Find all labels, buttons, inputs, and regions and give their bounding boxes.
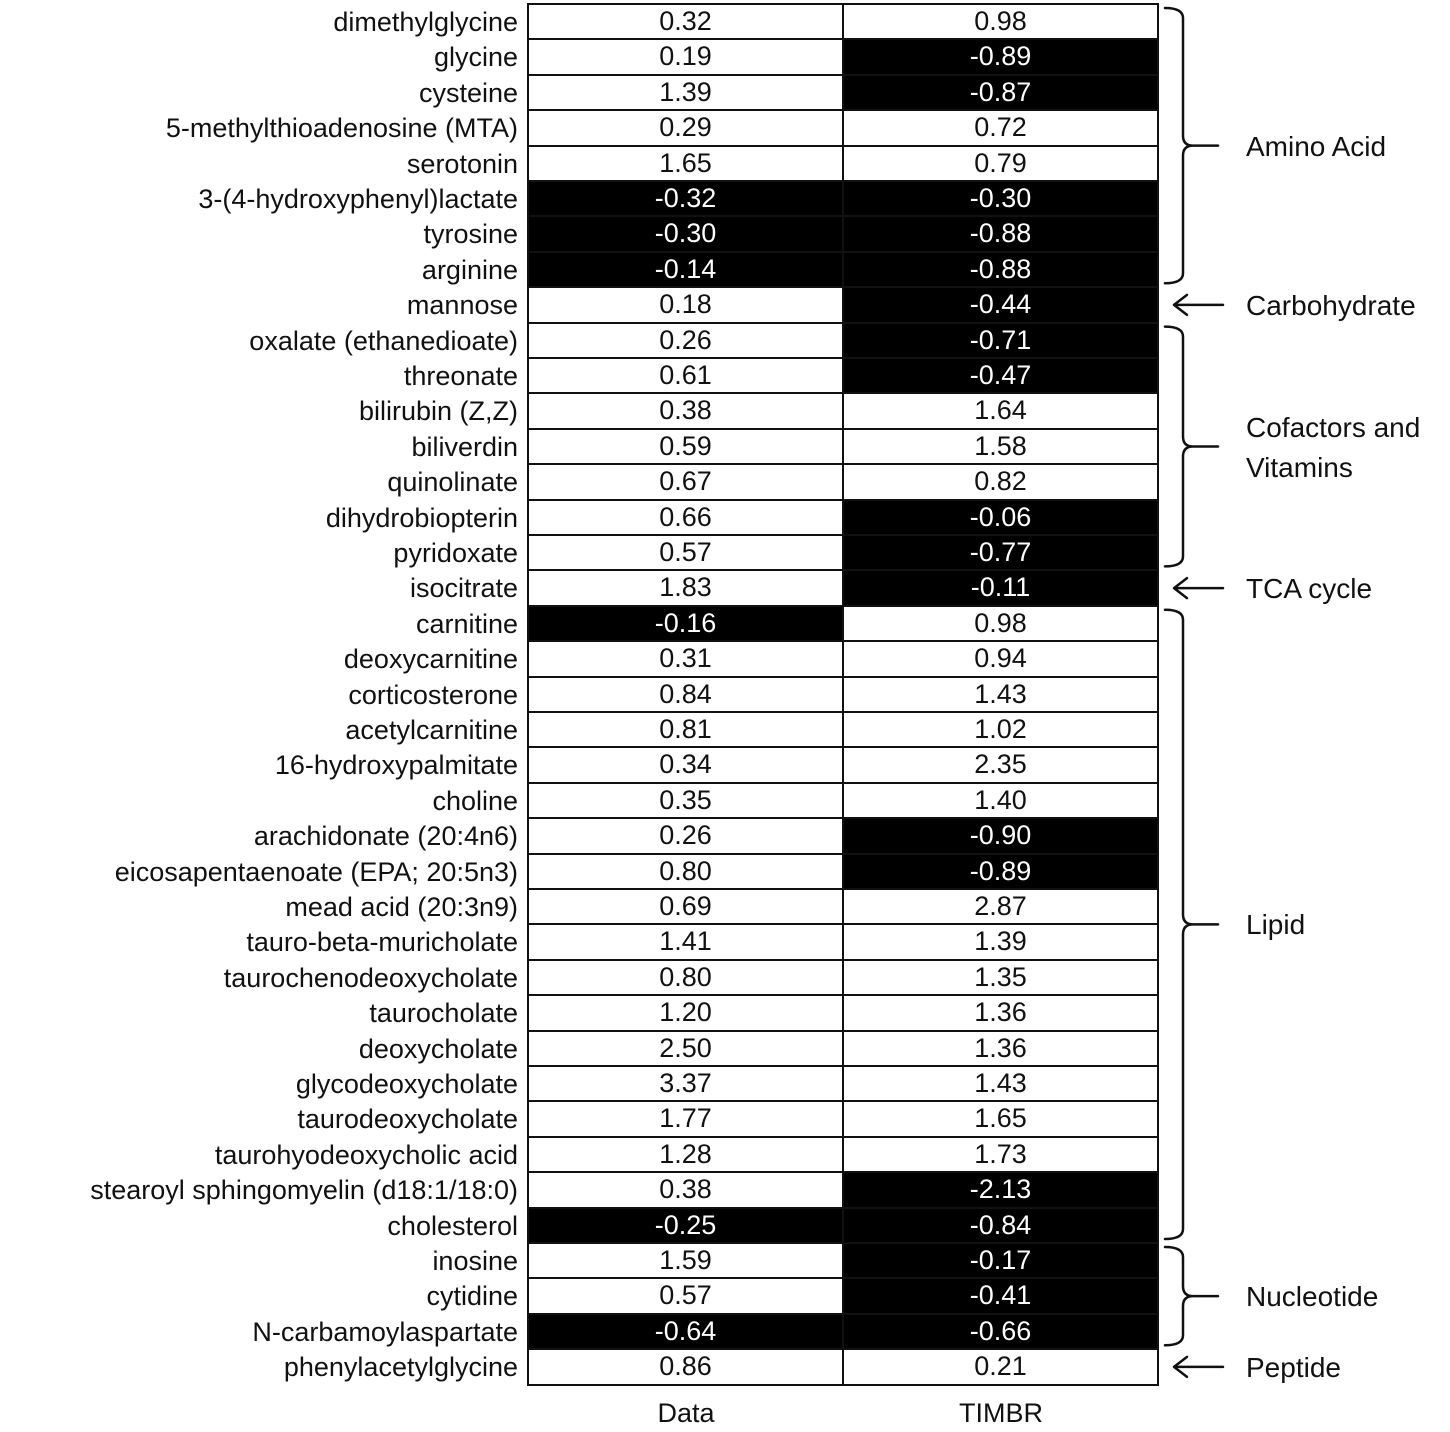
group-label-line: Peptide bbox=[1246, 1351, 1341, 1383]
group-label-line: Nucleotide bbox=[1246, 1281, 1379, 1313]
value-cell-timbr: 2.35 bbox=[843, 747, 1158, 782]
row-label: tauro-beta-muricholate bbox=[246, 927, 518, 958]
group-bracket bbox=[1165, 327, 1218, 567]
column-header-timbr: TIMBR bbox=[959, 1398, 1043, 1428]
row-label: 16-hydroxypalmitate bbox=[274, 750, 518, 781]
value-cell-data: 0.38 bbox=[528, 1172, 843, 1207]
value-cell-data: 0.57 bbox=[528, 1278, 843, 1313]
row-label: corticosterone bbox=[348, 679, 518, 710]
value-cell-timbr: -0.87 bbox=[843, 75, 1158, 110]
value-cell-timbr: -0.44 bbox=[843, 287, 1158, 322]
value-cell-timbr: 1.58 bbox=[843, 429, 1158, 464]
row-label: carnitine bbox=[415, 608, 518, 639]
value-cell-timbr: 0.98 bbox=[843, 606, 1158, 641]
value-cell-data: 2.50 bbox=[528, 1031, 843, 1066]
value-cell-timbr: 1.65 bbox=[843, 1101, 1158, 1136]
group-arrow bbox=[1174, 1357, 1223, 1377]
row-label: biliverdin bbox=[411, 431, 518, 462]
value-cell-timbr: 1.39 bbox=[843, 924, 1158, 959]
value-cell-timbr: -0.06 bbox=[843, 500, 1158, 535]
group-label bbox=[1246, 408, 1420, 488]
group-label bbox=[1246, 1348, 1341, 1388]
value-cell-data: 1.77 bbox=[528, 1101, 843, 1136]
value-cell-data: 0.84 bbox=[528, 677, 843, 712]
value-cell-data: -0.64 bbox=[528, 1314, 843, 1349]
value-cell-data: 0.66 bbox=[528, 500, 843, 535]
value-cell-timbr: 0.98 bbox=[843, 4, 1158, 39]
value-cell-timbr: 1.02 bbox=[843, 712, 1158, 747]
row-label: taurodeoxycholate bbox=[297, 1104, 518, 1135]
group-arrow bbox=[1174, 578, 1223, 598]
value-cell-data: 0.67 bbox=[528, 464, 843, 499]
value-cell-timbr: -0.90 bbox=[843, 818, 1158, 853]
value-cell-timbr: -0.88 bbox=[843, 216, 1158, 251]
value-cell-data: -0.30 bbox=[528, 216, 843, 251]
row-label: cysteine bbox=[418, 77, 518, 108]
group-bracket bbox=[1165, 610, 1218, 1239]
group-bracket bbox=[1165, 1247, 1218, 1345]
row-label: serotonin bbox=[406, 148, 518, 179]
value-cell-data: 0.32 bbox=[528, 4, 843, 39]
row-label: acetylcarnitine bbox=[345, 715, 518, 745]
value-cell-data: 1.65 bbox=[528, 146, 843, 181]
value-cell-timbr: 2.87 bbox=[843, 889, 1158, 924]
value-cell-data: -0.14 bbox=[528, 252, 843, 287]
value-cell-timbr: 0.82 bbox=[843, 464, 1158, 499]
value-cell-data: 0.19 bbox=[528, 39, 843, 74]
group-label bbox=[1246, 127, 1386, 167]
row-label: phenylacetylglycine bbox=[283, 1352, 518, 1383]
row-label: mannose bbox=[406, 290, 518, 321]
row-label: cholesterol bbox=[387, 1210, 518, 1241]
value-cell-data: 0.57 bbox=[528, 535, 843, 570]
value-cell-data: 1.41 bbox=[528, 924, 843, 959]
value-cell-timbr: -0.89 bbox=[843, 39, 1158, 74]
row-label: inosine bbox=[432, 1246, 518, 1276]
value-cell-timbr: 0.72 bbox=[843, 110, 1158, 145]
group-label bbox=[1246, 286, 1416, 326]
value-cell-data: 0.34 bbox=[528, 747, 843, 782]
value-cell-data: 0.80 bbox=[528, 960, 843, 995]
row-label: tyrosine bbox=[423, 219, 518, 250]
value-cell-data: 0.31 bbox=[528, 641, 843, 676]
value-cell-timbr: 1.73 bbox=[843, 1137, 1158, 1172]
row-label: dihydrobiopterin bbox=[325, 502, 518, 533]
value-cell-timbr: 1.43 bbox=[843, 1066, 1158, 1101]
row-label: pyridoxate bbox=[393, 538, 518, 568]
row-label: arginine bbox=[421, 254, 518, 285]
value-cell-data: -0.16 bbox=[528, 606, 843, 641]
value-cell-timbr: -2.13 bbox=[843, 1172, 1158, 1207]
value-cell-data: 1.20 bbox=[528, 995, 843, 1030]
row-label: glycine bbox=[433, 42, 518, 73]
value-cell-timbr: -0.84 bbox=[843, 1208, 1158, 1243]
value-cell-timbr: 1.40 bbox=[843, 783, 1158, 818]
row-label: taurocholate bbox=[369, 998, 518, 1029]
value-cell-data: 1.59 bbox=[528, 1243, 843, 1278]
row-label: stearoyl sphingomyelin (d18:1/18:0) bbox=[90, 1175, 518, 1206]
value-cell-data: 1.28 bbox=[528, 1137, 843, 1172]
value-cell-timbr: 1.36 bbox=[843, 995, 1158, 1030]
row-label: deoxycholate bbox=[358, 1033, 518, 1064]
column-header-data: Data bbox=[657, 1398, 715, 1428]
value-cell-data: 1.83 bbox=[528, 570, 843, 605]
value-cell-data: -0.32 bbox=[528, 181, 843, 216]
value-cell-timbr: -0.88 bbox=[843, 252, 1158, 287]
row-label: deoxycarnitine bbox=[343, 644, 518, 675]
value-cell-data: 0.26 bbox=[528, 818, 843, 853]
value-cell-data: 0.35 bbox=[528, 783, 843, 818]
row-label: 5-methylthioadenosine (MTA) bbox=[165, 113, 518, 144]
value-cell-timbr: -0.11 bbox=[843, 570, 1158, 605]
value-cell-timbr: -0.77 bbox=[843, 535, 1158, 570]
value-cell-timbr: -0.71 bbox=[843, 323, 1158, 358]
value-cell-timbr: -0.41 bbox=[843, 1278, 1158, 1313]
group-label-line: Cofactors and bbox=[1246, 411, 1421, 443]
group-label-line: Vitamins bbox=[1246, 451, 1353, 483]
value-cell-timbr: 1.43 bbox=[843, 677, 1158, 712]
value-cell-timbr: -0.17 bbox=[843, 1243, 1158, 1278]
group-arrow bbox=[1174, 295, 1223, 315]
row-label: oxalate (ethanedioate) bbox=[249, 325, 518, 356]
value-cell-data: 0.80 bbox=[528, 854, 843, 889]
group-bracket bbox=[1165, 8, 1218, 283]
value-cell-timbr: -0.89 bbox=[843, 854, 1158, 889]
value-cell-timbr: 1.36 bbox=[843, 1031, 1158, 1066]
value-cell-data: 0.29 bbox=[528, 110, 843, 145]
value-cell-timbr: 0.94 bbox=[843, 641, 1158, 676]
value-cell-data: 3.37 bbox=[528, 1066, 843, 1101]
row-label: choline bbox=[432, 785, 518, 816]
row-label: bilirubin (Z,Z) bbox=[358, 396, 518, 427]
value-cell-data: -0.25 bbox=[528, 1208, 843, 1243]
value-cell-data: 1.39 bbox=[528, 75, 843, 110]
value-cell-timbr: 0.79 bbox=[843, 146, 1158, 181]
value-cell-data: 0.86 bbox=[528, 1349, 843, 1384]
value-cell-data: 0.18 bbox=[528, 287, 843, 322]
value-cell-timbr: 1.64 bbox=[843, 393, 1158, 428]
group-label bbox=[1246, 1277, 1378, 1317]
value-cell-data: 0.61 bbox=[528, 358, 843, 393]
group-label-line: Lipid bbox=[1246, 909, 1306, 941]
row-label: threonate bbox=[403, 361, 518, 391]
row-label: dimethylglycine bbox=[333, 7, 518, 37]
group-label-line: Carbohydrate bbox=[1246, 289, 1416, 321]
row-label: cytidine bbox=[426, 1281, 518, 1312]
group-label-line: TCA cycle bbox=[1246, 573, 1373, 605]
value-cell-data: 0.26 bbox=[528, 323, 843, 358]
group-label bbox=[1246, 569, 1372, 609]
row-label: 3-(4-hydroxyphenyl)lactate bbox=[198, 184, 518, 214]
value-cell-timbr: -0.30 bbox=[843, 181, 1158, 216]
value-cell-timbr: -0.47 bbox=[843, 358, 1158, 393]
row-label: arachidonate (20:4n6) bbox=[253, 821, 518, 852]
value-cell-timbr: -0.66 bbox=[843, 1314, 1158, 1349]
group-label bbox=[1246, 905, 1305, 945]
row-label: glycodeoxycholate bbox=[295, 1069, 518, 1099]
row-label: taurohyodeoxycholic acid bbox=[214, 1139, 518, 1170]
value-cell-data: 0.69 bbox=[528, 889, 843, 924]
row-label: quinolinate bbox=[387, 467, 518, 498]
value-cell-timbr: 1.35 bbox=[843, 960, 1158, 995]
row-label: taurochenodeoxycholate bbox=[223, 962, 518, 993]
value-cell-data: 0.81 bbox=[528, 712, 843, 747]
value-cell-data: 0.38 bbox=[528, 393, 843, 428]
row-label: N-carbamoylaspartate bbox=[252, 1316, 518, 1347]
group-label-line: Amino Acid bbox=[1246, 130, 1387, 162]
row-label: isocitrate bbox=[409, 573, 518, 604]
row-label: mead acid (20:3n9) bbox=[285, 892, 518, 922]
value-cell-timbr: 0.21 bbox=[843, 1349, 1158, 1384]
value-cell-data: 0.59 bbox=[528, 429, 843, 464]
row-label: eicosapentaenoate (EPA; 20:5n3) bbox=[114, 856, 518, 887]
